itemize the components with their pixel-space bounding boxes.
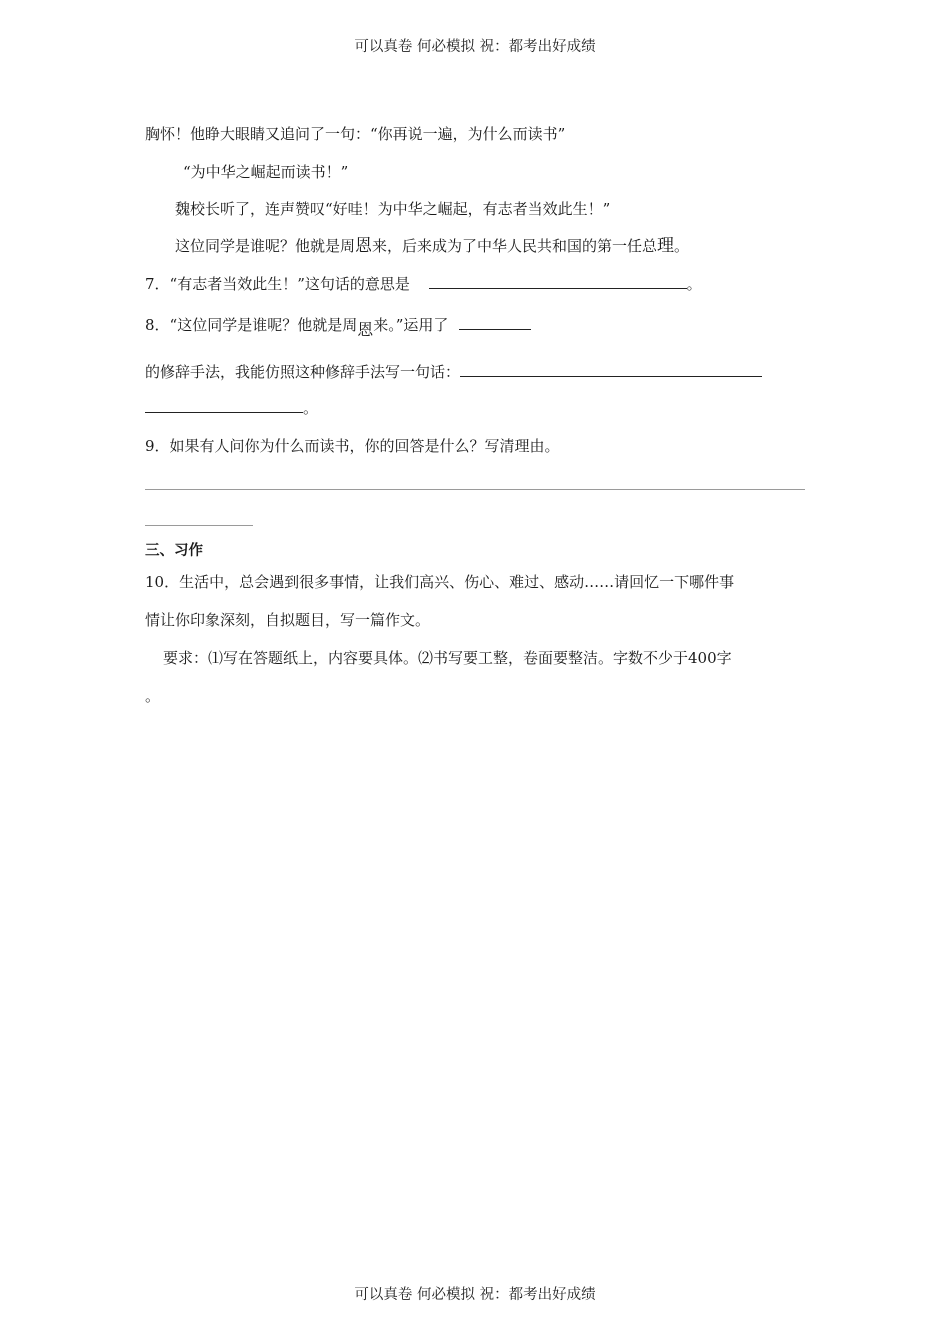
page-header: 可以真卷 何必模拟 祝：都考出好成绩 <box>354 39 596 55</box>
question-8-end: 。 <box>303 399 319 417</box>
question-9-answer-line[interactable] <box>145 489 805 490</box>
passage-line-1: 胸怀！他睁大眼睛又追问了一句：“你再说一遍，为什么而读书” <box>145 125 566 143</box>
passage-line-4 <box>175 236 689 256</box>
question-7 <box>145 274 702 294</box>
question-10-requirements: 要求：⑴写在答题纸上，内容要具体。⑵书写要工整，卷面要整洁。字数不少于400字 <box>163 649 732 667</box>
question-10-line-1: 10．生活中，总会遇到很多事情，让我们高兴、伤心、难过、感动……请回忆一下哪件事 <box>145 573 735 591</box>
question-10-line-2: 情让你印象深刻，自拟题目，写一篇作文。 <box>145 611 431 629</box>
question-8-line-3 <box>145 398 318 418</box>
question-8-device-blank[interactable] <box>459 315 531 330</box>
question-7-end: 。 <box>686 275 702 293</box>
question-7-answer-blank[interactable] <box>429 274 687 289</box>
question-10-requirements-end: 。 <box>145 687 161 705</box>
question-8-sentence-blank-continued[interactable] <box>145 398 303 413</box>
passage-line-4-text-b: 恩 <box>355 236 373 256</box>
passage-line-4-text-e: 。 <box>674 237 690 255</box>
question-8-text-b: 恩 <box>357 320 374 339</box>
question-8-sentence-blank[interactable] <box>460 362 762 377</box>
page-footer: 可以真卷 何必模拟 祝：都考出好成绩 <box>354 1287 596 1303</box>
passage-line-2: “为中华之崛起而读书！” <box>183 163 349 181</box>
question-9-answer-line-short[interactable] <box>145 525 253 526</box>
passage-line-4-text-c: 来，后来成为了中华人民共和国的第一任总 <box>372 237 658 255</box>
question-7-text: 7．“有志者当效此生！”这句话的意思是 <box>145 275 410 293</box>
question-8-line-2 <box>145 362 762 382</box>
question-8 <box>145 315 531 339</box>
question-8-line-2-text: 的修辞手法，我能仿照这种修辞手法写一句话： <box>145 363 461 381</box>
question-8-text-a: 8．“这位同学是谁呢？他就是周 <box>145 316 358 334</box>
passage-line-3: 魏校长听了，连声赞叹“好哇！为中华之崛起，有志者当效此生！” <box>175 200 611 218</box>
passage-line-4-text-d: 理 <box>657 236 675 256</box>
passage-line-4-text-a: 这位同学是谁呢？他就是周 <box>175 237 356 255</box>
question-8-text-c: 来。”运用了 <box>373 316 449 334</box>
section-3-title: 三、习作 <box>145 543 203 559</box>
question-9: 9．如果有人问你为什么而读书，你的回答是什么？写清理由。 <box>145 437 560 455</box>
